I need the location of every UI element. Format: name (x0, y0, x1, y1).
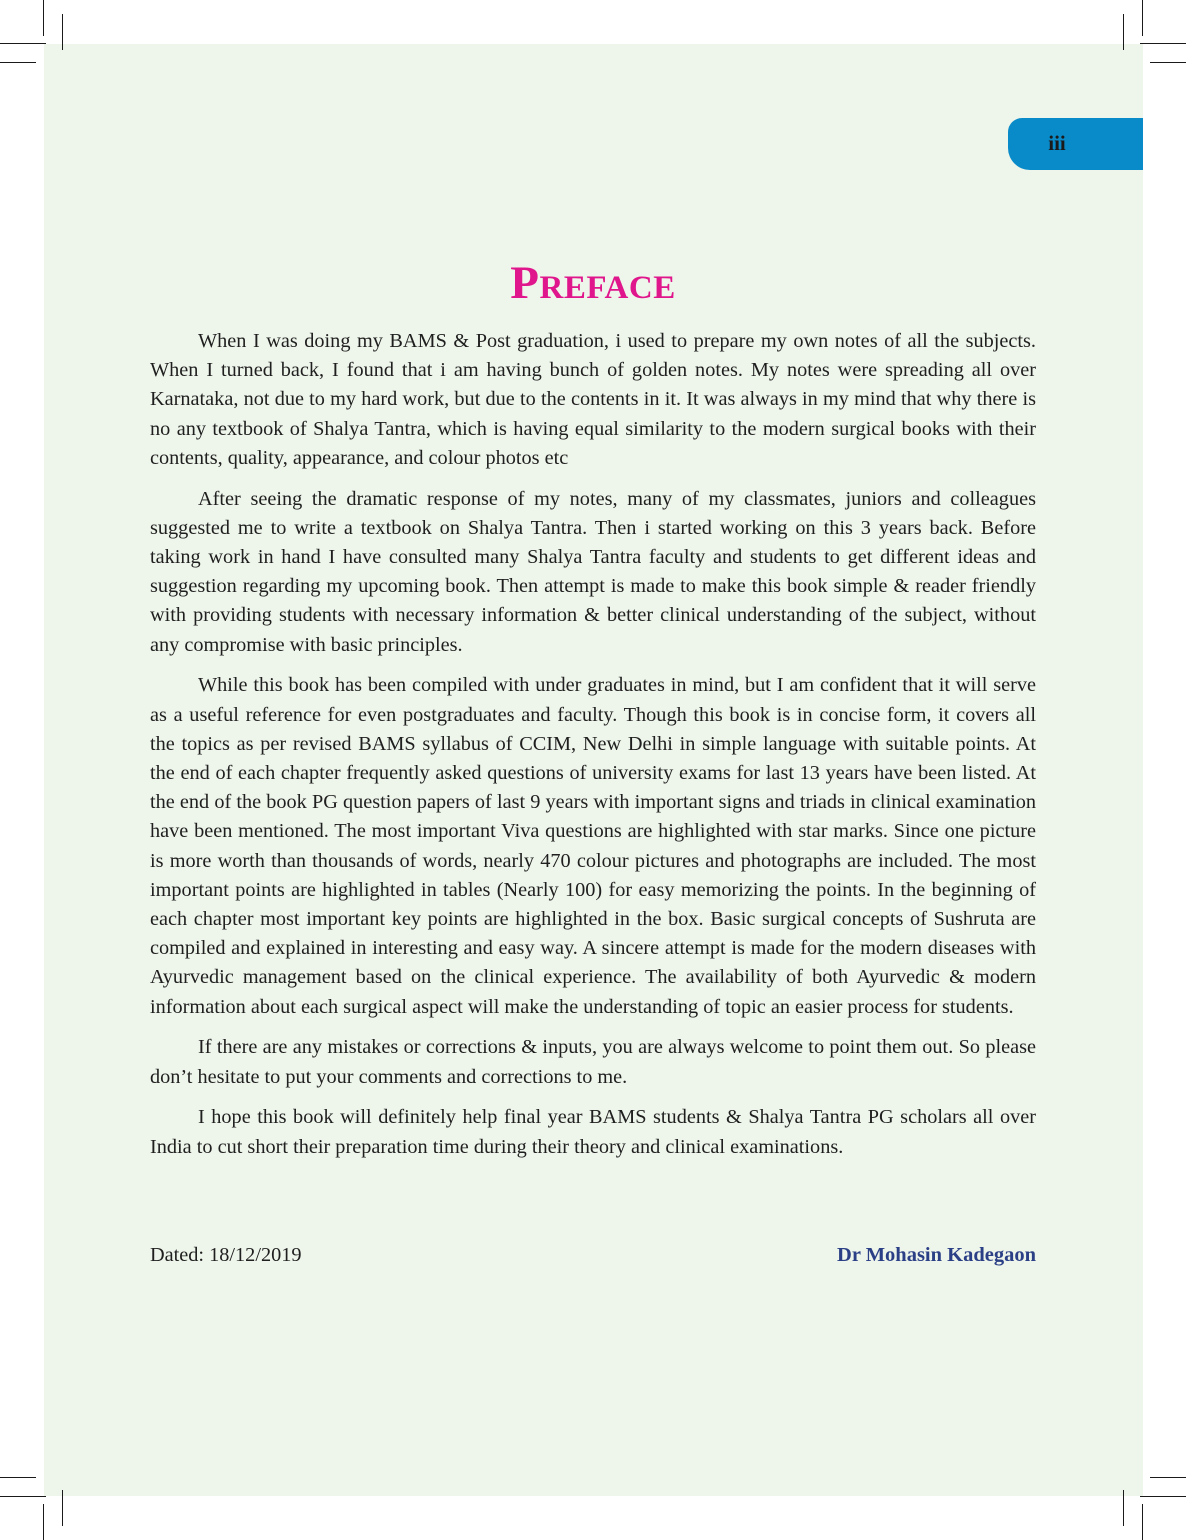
crop-mark (0, 43, 46, 44)
crop-mark (1123, 1490, 1124, 1526)
crop-mark (1140, 1496, 1186, 1497)
crop-mark (43, 0, 44, 36)
paragraph: I hope this book will definitely help final year BAMS students & Shalya Tantra PG scholars all over India to cut short their preparation time during their theory and clinical examinations. (150, 1106, 1036, 1158)
crop-mark (43, 1504, 44, 1540)
author-signature: Dr Mohasin Kadegaon (837, 1244, 1036, 1266)
crop-mark (1142, 1504, 1143, 1540)
crop-mark (62, 1490, 63, 1526)
crop-mark (0, 62, 36, 63)
page-number: iii (1048, 131, 1066, 155)
page-title: Preface (510, 257, 676, 309)
preface-body (150, 327, 1036, 1173)
crop-mark (1150, 62, 1186, 63)
paragraph: If there are any mistakes or corrections & inputs, you are always welcome to point them out. So please don’t hesitate to put your comments and corrections to me. (150, 1036, 1036, 1088)
crop-mark (0, 1496, 46, 1497)
page-number-tab (1008, 118, 1143, 170)
crop-mark (62, 14, 63, 50)
crop-mark (1142, 0, 1143, 36)
paragraph: When I was doing my BAMS & Post graduation, i used to prepare my own notes of all the subjects. When I turned back, I found that i am having bunch of golden notes. My notes were spreading all over Karnataka, not due to my hard work, but due to the contents in it. It was always in my mind that why there is no any textbook of Shalya Tantra, which is having equal similarity to the modern surgical books with their contents, quality, appearance, and colour photos etc (150, 330, 1036, 469)
paragraph: After seeing the dramatic response of my notes, many of my classmates, juniors and colleagues suggested me to write a textbook on Shalya Tantra. Then i started working on this 3 years back. Before taking work in hand I have consulted many Shalya Tantra faculty and students to get different ideas and suggestion regarding my upcoming book. Then attempt is made to make this book simple & reader friendly with providing students with necessary information & better clinical understanding of the subject, without any compromise with basic principles. (150, 487, 1036, 656)
paragraph: While this book has been compiled with under graduates in mind, but I am confident that it will serve as a useful reference for even postgraduates and faculty. Though this book is in concise form, it covers all the topics as per revised BAMS syllabus of CCIM, New Delhi in simple language with suitable points. At the end of each chapter frequently asked questions of university exams for last 13 years have been listed. At the end of the book PG question papers of last 9 years with important signs and triads in clinical examination have been mentioned. The most important Viva questions are highlighted with star marks. Since one picture is more worth than thousands of words, nearly 470 colour pictures and photographs are included. The most important points are highlighted in tables (Nearly 100) for easy memorizing the points. In the beginning of each chapter most important key points are highlighted in the box. Basic surgical concepts of Sushruta are compiled and explained in interesting and easy way. A sincere attempt is made for the modern diseases with Ayurvedic management based on the clinical experience. The availability of both Ayurvedic & modern information about each surgical aspect will make the understanding of topic an easier process for students. (150, 674, 1036, 1018)
crop-mark (0, 1477, 36, 1478)
crop-mark (1150, 1477, 1186, 1478)
date-line: Dated: 18/12/2019 (150, 1244, 302, 1266)
crop-mark (1123, 14, 1124, 50)
crop-mark (1140, 43, 1186, 44)
